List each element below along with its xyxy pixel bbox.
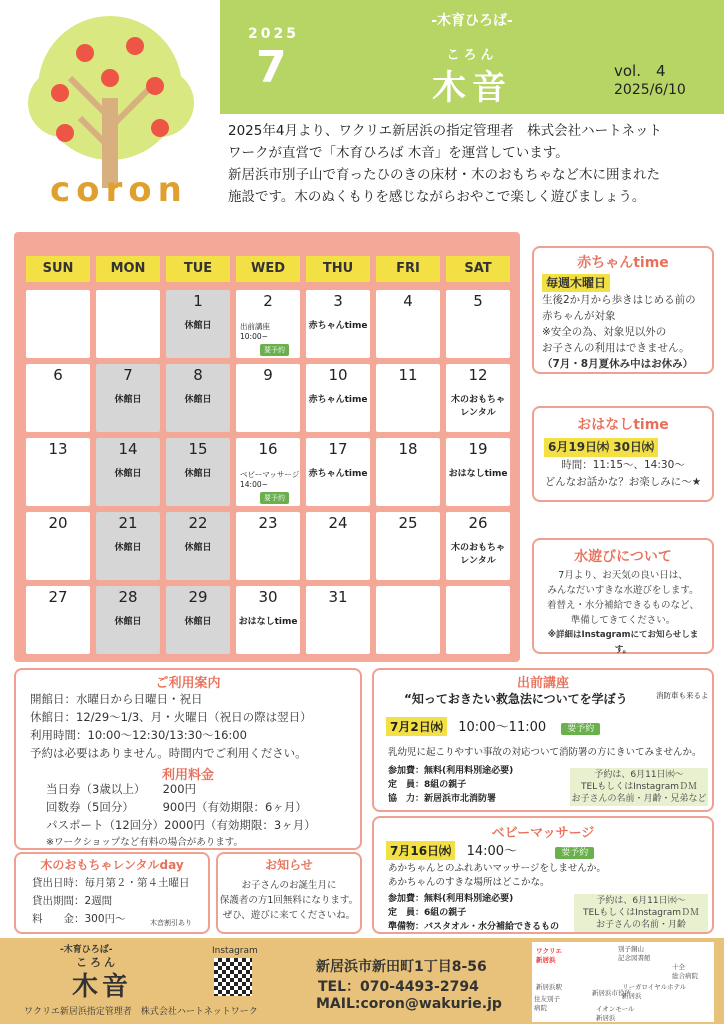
calendar-day-31 — [306, 586, 370, 654]
day-number: 5 — [473, 292, 483, 310]
calendar-day-11 — [376, 364, 440, 432]
story-time-box: おはなしtime 6月19日㈭ 30日㈬ 時間：11:15～、14:30～ どんなお話かな？お楽しみに～★ — [532, 406, 714, 502]
day-event: 休館日 — [114, 469, 142, 479]
header-kana: ころん — [446, 48, 498, 63]
story-time-tag: 6月19日㈭ 30日㈬ — [544, 438, 658, 457]
calendar-day-5 — [446, 290, 510, 358]
day-number: 27 — [48, 588, 68, 606]
day-event: 木のおもちゃ レンタル — [450, 395, 505, 418]
day-number: 10 — [328, 366, 348, 384]
lecture-box: 出前講座 “知っておきたい救急法についてを学ぼう 消防車も来るよ 7月2日㈬ 10:00～11:00 要予約 乳幼児に起こりやすい事故の対応ついて消防署の方にきいてみませんか。 参加費：無料(利用料別途必要) 定 員：8組の親子 協 力：新居浜市北消防署 予約は、6月11日㈬～ TELもしくはInstagramＤＭ お子さんの名前・月齢・兄弟など — [372, 668, 714, 812]
calendar-day-26 — [446, 512, 510, 580]
day-number: 1 — [193, 292, 203, 310]
logo-text: coron — [50, 170, 188, 210]
day-number: 12 — [468, 366, 488, 384]
map-label: 十全 総合病院 — [672, 963, 698, 980]
day-number: 21 — [118, 514, 138, 532]
calendar-day-21 — [96, 512, 160, 580]
day-number: 17 — [328, 440, 348, 458]
day-event: おはなしtime — [238, 617, 298, 627]
day-number: 2 — [263, 292, 273, 310]
day-number: 28 — [118, 588, 138, 606]
calendar-day-8 — [166, 364, 230, 432]
access-map — [532, 942, 714, 1022]
calendar-day-30 — [236, 586, 300, 654]
day-number: 20 — [48, 514, 68, 532]
baby-time-tag: 毎週木曜日 — [542, 274, 610, 292]
calendar-day-9 — [236, 364, 300, 432]
calendar-day-22 — [166, 512, 230, 580]
usage-box: ご利用案内 開館日：水曜日から日曜日・祝日 休館日：12/29～1/3、月・火曜日（祝日の際は翌日） 利用時間：10:00～12:30/13:30～16:00 予約は必要はありません。時間内でご利用ください。 利用料金 当日券（3歳以上） 200円 回数券（5回分） 900円（有効期限：6ヶ月） パスポート（12回分）2000円（有効期限：3ヶ月） ※ワークショップなど有料の場合があります。 — [14, 668, 362, 850]
calendar-day-25 — [376, 512, 440, 580]
day-number: 8 — [193, 366, 203, 384]
day-event: 赤ちゃんtime — [308, 469, 368, 479]
reservation-badge: 要予約 — [260, 344, 289, 356]
day-header-fri: FRI — [376, 256, 440, 282]
day-event: 休館日 — [184, 543, 212, 553]
day-event: 出前講座 10:00~ — [240, 322, 270, 341]
header-month: 7 — [256, 42, 287, 93]
map-label: 住友別子 病院 — [534, 995, 560, 1012]
rental-box: 木のおもちゃレンタルday 貸出日時：毎月第２・第４土曜日 貸出期間：2週間 料 金：300円～ 木音割引あり — [14, 852, 210, 934]
day-event: 休館日 — [114, 543, 142, 553]
header-year: 2025 — [248, 26, 299, 42]
day-event: 休館日 — [114, 395, 142, 405]
header-name: 木音 — [432, 68, 512, 108]
day-number: 11 — [398, 366, 418, 384]
day-number: 14 — [118, 440, 138, 458]
day-number: 23 — [258, 514, 278, 532]
calendar-day-23 — [236, 512, 300, 580]
day-number: 25 — [398, 514, 418, 532]
calendar-day — [446, 586, 510, 654]
intro-text: 2025年4月より、ワクリエ新居浜の指定管理者 株式会社ハートネット ワークが直営で「木育ひろば 木音」を運営しています。 新居浜市別子山で育ったひのきの床材・木のおもちゃなど木に囲まれた 施設です。木のぬくもりを感じながらおやこで楽しく遊びましょう。 — [228, 123, 663, 205]
day-number: 18 — [398, 440, 418, 458]
reservation-badge: 要予約 — [260, 492, 289, 504]
calendar-day-7 — [96, 364, 160, 432]
day-number: 4 — [403, 292, 413, 310]
qr-code[interactable] — [214, 958, 252, 996]
notice-box: お知らせ お子さんのお誕生月に 保護者の方1回無料になります。 ぜひ、遊びに来てくださいね。 — [216, 852, 362, 934]
day-number: 9 — [263, 366, 273, 384]
day-event: おはなしtime — [448, 469, 508, 479]
calendar-day-16 — [236, 438, 300, 506]
day-number: 26 — [468, 514, 488, 532]
water-play-box: 水遊びについて 7月より、お天気の良い日は、 みんなだいすきな水遊びをします。 着替え・水分補給できるものなど、 準備してきてください。 ※詳細はInstagramにてお知らせします。 — [532, 538, 714, 654]
massage-box: ベビーマッサージ 7月16日㈬ 14:00～ 要予約 あかちゃんとのふれあいマッサージをしませんか。 あかちゃんのすきな場所はどこかな。 参加費：無料(利用料別途必要) 定 員：6組の親子 準備物：バスタオル・水分補給できるもの 予約は、6月11日㈬～ TELもしくはInstagramＤＭ お子さんの名前・月齢 — [372, 816, 714, 934]
day-number: 22 — [188, 514, 208, 532]
day-number: 13 — [48, 440, 68, 458]
day-event: 赤ちゃんtime — [308, 321, 368, 331]
day-header-wed: WED — [236, 256, 300, 282]
volume: vol. 4 — [614, 62, 666, 80]
day-event: 休館日 — [184, 469, 212, 479]
calendar-day — [96, 290, 160, 358]
calendar-day-27 — [26, 586, 90, 654]
day-event: 休館日 — [114, 617, 142, 627]
calendar — [14, 232, 520, 662]
calendar-day-29 — [166, 586, 230, 654]
map-label: ワクリエ 新居浜 — [536, 947, 562, 964]
story-time-title: おはなしtime — [577, 417, 669, 433]
calendar-day-18 — [376, 438, 440, 506]
day-event: 休館日 — [184, 395, 212, 405]
calendar-day-14 — [96, 438, 160, 506]
day-number: 7 — [123, 366, 133, 384]
calendar-day-15 — [166, 438, 230, 506]
baby-time-box: 赤ちゃんtime 毎週木曜日 生後2か月から歩きはじめる前の 赤ちゃんが対象 ※安全の為、対象児以外の お子さんの利用はできません。 （7月・8月夏休み中はお休み） — [532, 246, 714, 374]
calendar-day-24 — [306, 512, 370, 580]
issue-date: 2025/6/10 — [614, 82, 686, 98]
water-play-title: 水遊びについて — [574, 549, 672, 565]
day-header-mon: MON — [96, 256, 160, 282]
calendar-day-10 — [306, 364, 370, 432]
day-header-sun: SUN — [26, 256, 90, 282]
day-number: 24 — [328, 514, 348, 532]
calendar-day-4 — [376, 290, 440, 358]
day-number: 15 — [188, 440, 208, 458]
map-label: 別子銅山 記念図書館 — [618, 945, 651, 962]
calendar-day-13 — [26, 438, 90, 506]
day-number: 30 — [258, 588, 278, 606]
day-event: 赤ちゃんtime — [308, 395, 368, 405]
day-header-tue: TUE — [166, 256, 230, 282]
day-number: 3 — [333, 292, 343, 310]
calendar-day-20 — [26, 512, 90, 580]
map-label: リーガロイヤルホテル 新居浜 — [622, 983, 687, 1000]
calendar-day — [376, 586, 440, 654]
calendar-day-2 — [236, 290, 300, 358]
calendar-day-28 — [96, 586, 160, 654]
day-event: 木のおもちゃ レンタル — [450, 543, 505, 566]
day-number: 6 — [53, 366, 63, 384]
map-label: イオンモール 新居浜 — [596, 1005, 635, 1022]
day-event: 休館日 — [184, 617, 212, 627]
day-header-sat: SAT — [446, 256, 510, 282]
calendar-day-3 — [306, 290, 370, 358]
map-label: 新居浜駅 — [536, 983, 562, 991]
day-header-thu: THU — [306, 256, 370, 282]
day-number: 19 — [468, 440, 488, 458]
day-number: 29 — [188, 588, 208, 606]
header-subtitle: -木育ひろば- — [431, 13, 513, 29]
calendar-day-6 — [26, 364, 90, 432]
baby-time-title: 赤ちゃんtime — [577, 255, 669, 271]
day-event: 休館日 — [184, 321, 212, 331]
calendar-day-17 — [306, 438, 370, 506]
calendar-day-12 — [446, 364, 510, 432]
day-number: 16 — [258, 440, 278, 458]
map-label: 新居浜市役所 — [592, 989, 631, 997]
calendar-day-1 — [166, 290, 230, 358]
calendar-day-19 — [446, 438, 510, 506]
day-event: ベビーマッサージ 14:00~ — [240, 470, 300, 489]
calendar-day — [26, 290, 90, 358]
day-number: 31 — [328, 588, 348, 606]
